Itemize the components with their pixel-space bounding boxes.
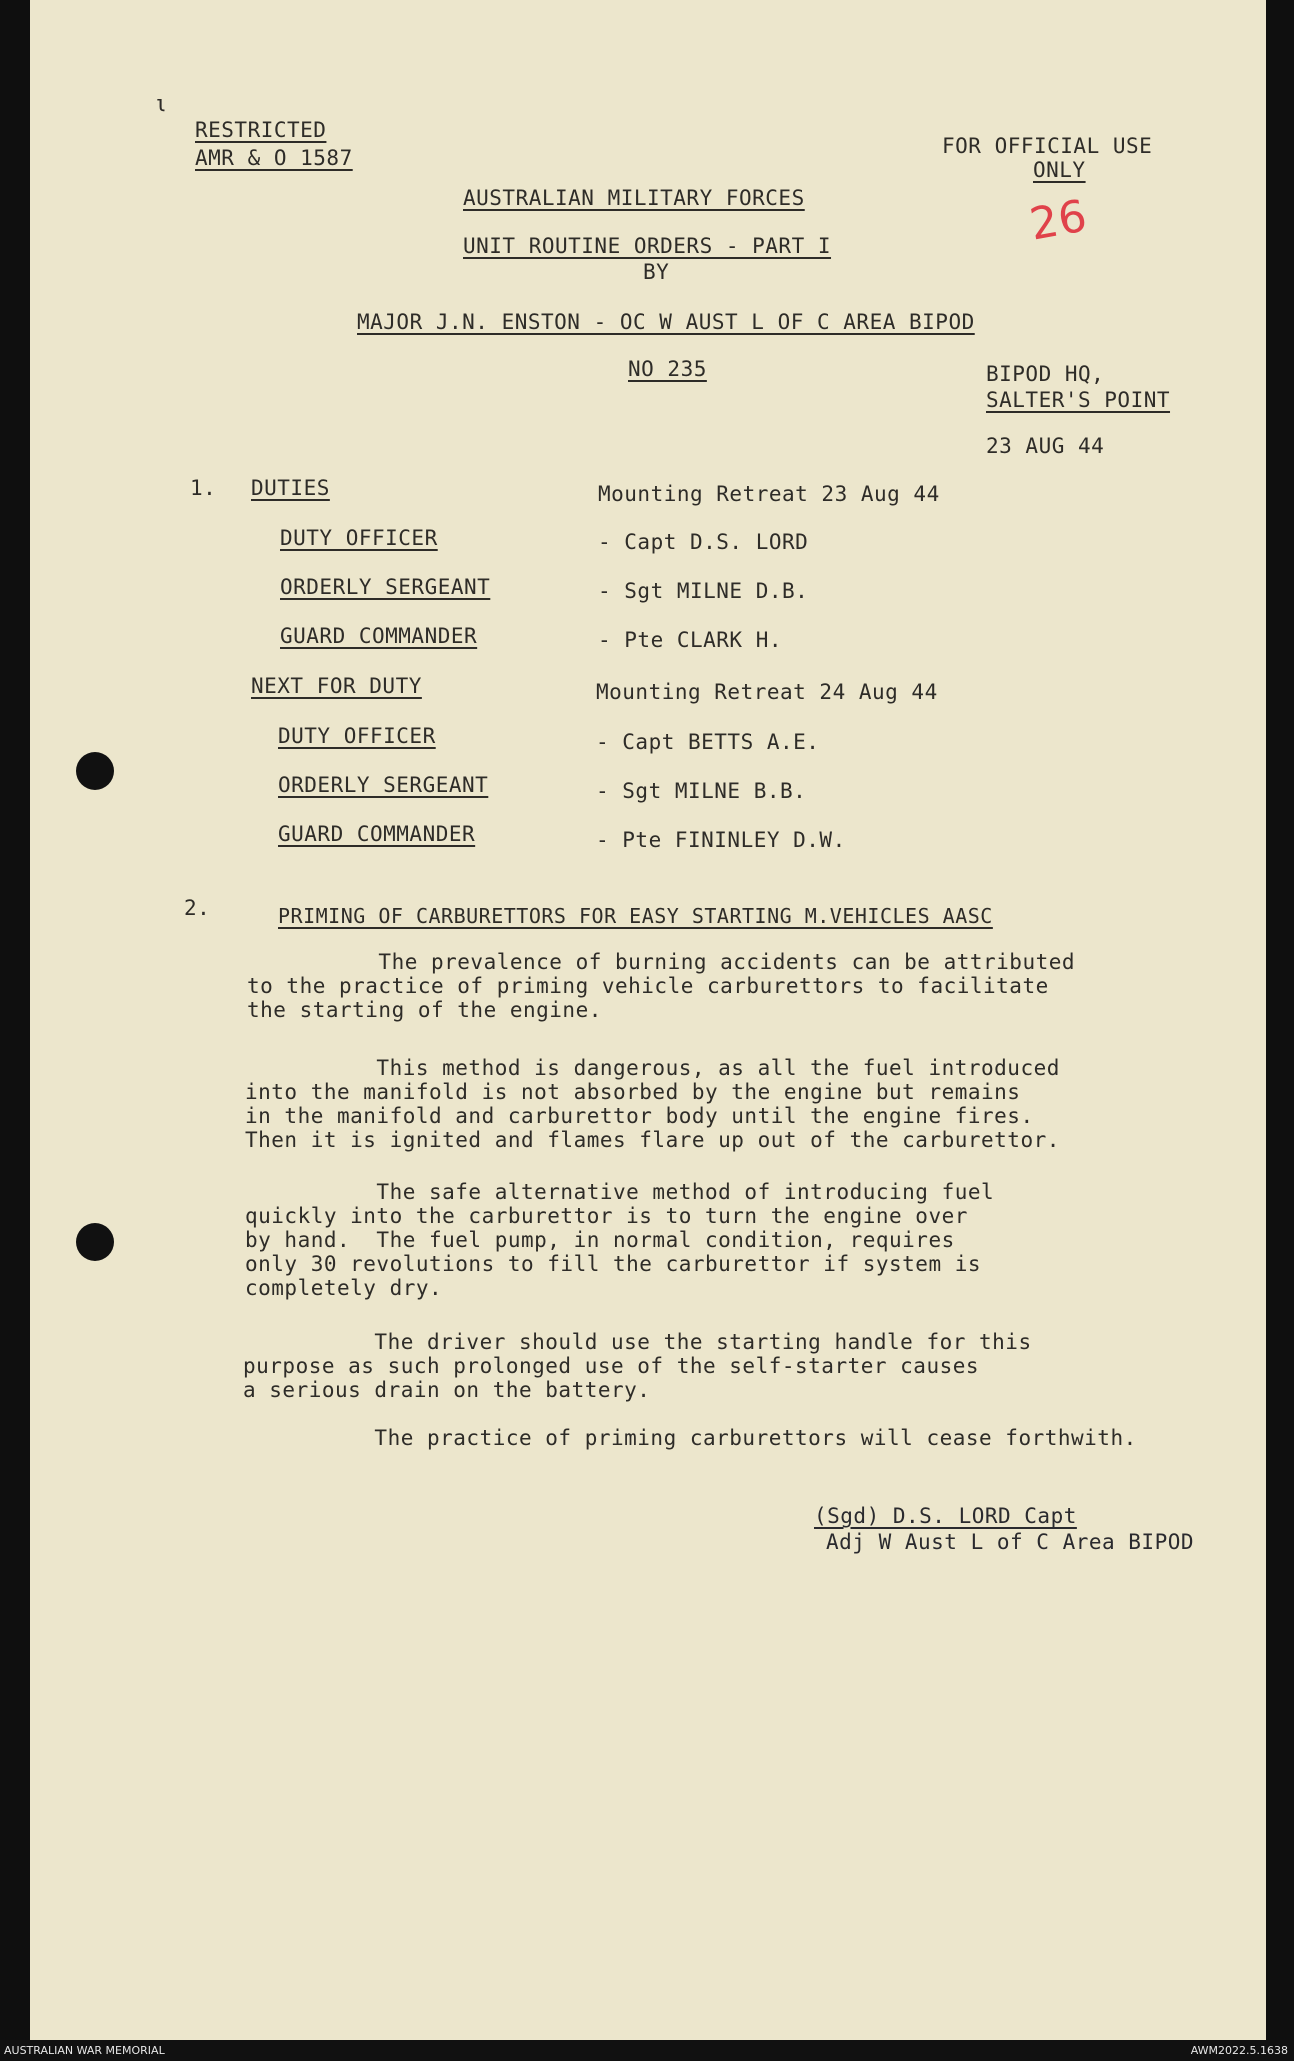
document-title: AUSTRALIAN MILITARY FORCES xyxy=(463,186,805,210)
signature-title: Adj W Aust L of C Area BIPOD xyxy=(826,1530,1195,1554)
corner-mark: ι xyxy=(154,92,168,117)
location-line2: SALTER'S POINT xyxy=(986,388,1171,412)
duty-role: DUTY OFFICER xyxy=(278,724,436,748)
next-duty-heading: NEXT FOR DUTY xyxy=(251,674,422,698)
duty-assignee: - Sgt MILNE B.B. xyxy=(596,779,807,803)
duty-assignee: - Pte CLARK H. xyxy=(598,628,783,652)
duty-role: ORDERLY SERGEANT xyxy=(278,773,489,797)
archive-reference: AWM2022.5.1638 xyxy=(1190,2044,1288,2057)
punch-hole-lower xyxy=(76,1223,114,1261)
duty-role: GUARD COMMANDER xyxy=(278,822,476,846)
location-line1: BIPOD HQ, xyxy=(986,362,1105,386)
order-date: 23 AUG 44 xyxy=(986,434,1105,458)
section2-heading: PRIMING OF CARBURETTORS FOR EASY STARTING M.VEHICLES AASC xyxy=(278,904,993,928)
section2-number: 2. xyxy=(184,896,211,920)
archive-footer xyxy=(0,2040,1294,2061)
paragraph: The practice of priming carburettors will cease forthwith. xyxy=(243,1426,1137,1450)
signature-line: (Sgd) D.S. LORD Capt xyxy=(814,1504,1077,1528)
duties-heading: DUTIES xyxy=(251,476,330,500)
official-use-line1: FOR OFFICIAL USE xyxy=(942,134,1153,158)
paragraph: The driver should use the starting handle for this purpose as such prolonged use of the self-starter causes a serious drain on the battery. xyxy=(243,1330,1032,1402)
duty-role: DUTY OFFICER xyxy=(280,526,438,550)
duties-mounting: Mounting Retreat 23 Aug 44 xyxy=(598,482,940,506)
duty-assignee: - Pte FININLEY D.W. xyxy=(596,828,846,852)
punch-hole-upper xyxy=(76,752,114,790)
handwritten-folio-number: 26 xyxy=(1026,190,1091,251)
duty-role: GUARD COMMANDER xyxy=(280,624,478,648)
by-line: BY xyxy=(643,260,670,284)
archive-name: AUSTRALIAN WAR MEMORIAL xyxy=(4,2044,165,2057)
paragraph: The prevalence of burning accidents can be attributed to the practice of priming vehicle carburettors to facilitate the starting of the engine. xyxy=(247,950,1076,1022)
duty-assignee: - Sgt MILNE D.B. xyxy=(598,579,809,603)
duty-role: ORDERLY SERGEANT xyxy=(280,575,491,599)
document-subtitle: UNIT ROUTINE ORDERS - PART I xyxy=(463,234,832,258)
commander-line: MAJOR J.N. ENSTON - OC W AUST L OF C AREA BIPOD xyxy=(357,310,975,334)
paragraph: The safe alternative method of introducing fuel quickly into the carburettor is to turn the engine over by hand. The fuel pump, in normal condition, requires only 30 revolutions to fill the carburettor if system is completely dry. xyxy=(245,1180,995,1300)
order-number: NO 235 xyxy=(628,357,707,381)
restricted-stamp: RESTRICTED xyxy=(195,118,327,142)
section1-number: 1. xyxy=(190,476,217,500)
duty-assignee: - Capt BETTS A.E. xyxy=(596,730,820,754)
paragraph: This method is dangerous, as all the fuel introduced into the manifold is not absorbed by the engine but remains in the manifold and carburettor body until the engine fires. Then it is ignited and flames flare up out of the carburettor. xyxy=(245,1056,1060,1152)
official-use-line2: ONLY xyxy=(1033,158,1086,182)
form-reference: AMR & O 1587 xyxy=(195,146,353,170)
next-duty-mounting: Mounting Retreat 24 Aug 44 xyxy=(596,680,938,704)
duty-assignee: - Capt D.S. LORD xyxy=(598,530,809,554)
